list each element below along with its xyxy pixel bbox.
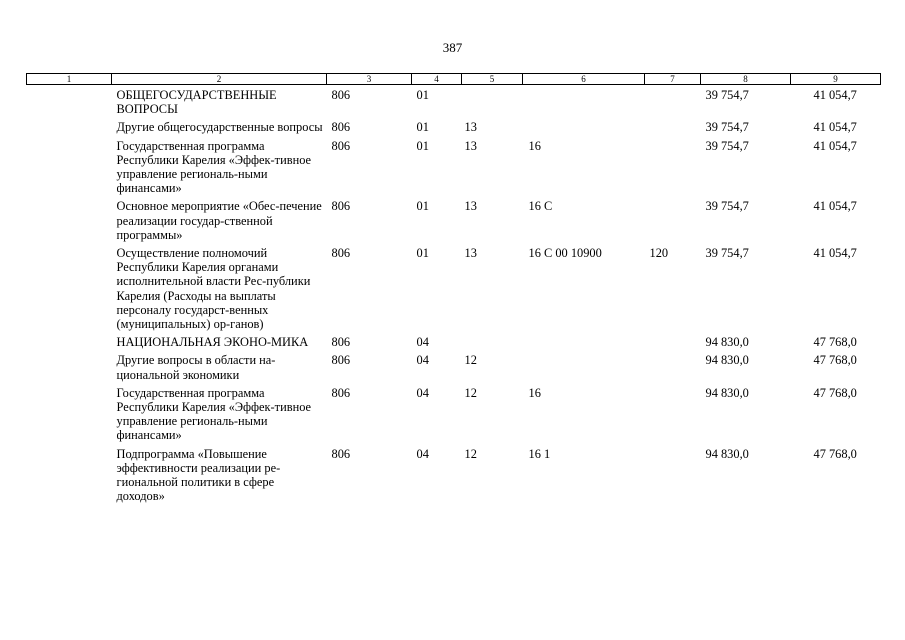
cell-empty — [27, 386, 112, 447]
cell-col8: 94 830,0 — [705, 353, 749, 368]
cell-col5: 13 — [464, 246, 477, 261]
cell-empty — [27, 335, 112, 353]
cell-col8: 39 754,7 — [705, 199, 749, 214]
cell-col3: 806 — [331, 385, 351, 400]
cell-col6 — [523, 85, 645, 121]
table-row — [27, 335, 881, 353]
cell-col7 — [645, 199, 701, 246]
cell-col9: 41 054,7 — [813, 88, 857, 102]
cell-name: Государственная программа Республики Карелия «Эффек-тивное управление региональ-ными финансами» — [116, 385, 312, 443]
cell-name: Основное мероприятие «Обес-печение реализации государ-ственной программы» — [116, 199, 322, 242]
cell-col5: 12 — [464, 446, 477, 461]
cell-col3: 806 — [331, 446, 351, 461]
cell-empty — [27, 447, 112, 508]
column-header-1: 1 — [27, 74, 112, 85]
cell-col5: 13 — [464, 138, 477, 153]
cell-col4: 01 — [416, 120, 429, 135]
budget-table — [26, 73, 881, 507]
cell-col7 — [645, 353, 701, 385]
cell-col9: 41 054,7 — [813, 138, 857, 153]
table-row — [27, 386, 881, 447]
cell-col9: 41 054,7 — [813, 246, 857, 261]
cell-col7 — [645, 85, 701, 121]
cell-name: Подпрограмма «Повышение эффективности реализации ре-гиональной политики в сфере доходов» — [116, 446, 281, 504]
cell-col4: 01 — [416, 199, 429, 214]
cell-col5: 12 — [464, 385, 477, 400]
table-row — [27, 447, 881, 508]
cell-col5: 13 — [464, 199, 477, 214]
cell-col9: 47 768,0 — [813, 353, 857, 368]
cell-col5: 12 — [464, 353, 477, 368]
cell-col3: 806 — [331, 353, 351, 368]
cell-col7 — [645, 139, 701, 200]
column-header-3: 3 — [327, 74, 412, 85]
cell-col8: 39 754,7 — [705, 88, 749, 102]
cell-empty — [27, 199, 112, 246]
cell-col3: 806 — [331, 199, 351, 214]
cell-col6: 16 С — [528, 199, 553, 214]
cell-name: Осуществление полномочий Республики Карелия органами исполнительной власти Рес-публики Карелия (Расходы на выплаты персоналу государст-венных (муниципальных) ор-ганов) — [116, 246, 311, 332]
cell-name: Другие общегосударственные вопросы — [116, 120, 323, 135]
column-header-7: 7 — [645, 74, 701, 85]
cell-col4: 04 — [416, 353, 429, 368]
cell-col7 — [645, 447, 701, 508]
table-row — [27, 246, 881, 335]
cell-col3: 806 — [331, 335, 351, 350]
column-header-6: 6 — [523, 74, 645, 85]
cell-col8: 39 754,7 — [705, 246, 749, 261]
cell-col6: 16 — [528, 385, 541, 400]
cell-col5: 13 — [464, 120, 477, 135]
table-row — [27, 120, 881, 138]
cell-col7 — [645, 120, 701, 138]
cell-col4: 04 — [416, 446, 429, 461]
cell-col7 — [645, 335, 701, 353]
table-row — [27, 199, 881, 246]
cell-empty — [27, 85, 112, 121]
page-number: 387 — [442, 40, 463, 55]
table-row — [27, 85, 881, 121]
cell-col3: 806 — [331, 246, 351, 261]
column-header-5: 5 — [462, 74, 523, 85]
cell-name: НАЦИОНАЛЬНАЯ ЭКОНО-МИКА — [116, 335, 309, 350]
cell-col4: 04 — [416, 335, 429, 350]
cell-col3: 806 — [331, 88, 351, 102]
cell-col8: 94 830,0 — [705, 385, 749, 400]
cell-col4: 04 — [416, 385, 429, 400]
cell-col4: 01 — [416, 138, 429, 153]
cell-col8: 94 830,0 — [705, 446, 749, 461]
cell-col6 — [523, 335, 645, 353]
cell-col9: 41 054,7 — [813, 199, 857, 214]
cell-col9: 47 768,0 — [813, 385, 857, 400]
cell-name: ОБЩЕГОСУДАРСТВЕННЫЕ ВОПРОСЫ — [116, 88, 277, 117]
cell-col6 — [523, 120, 645, 138]
cell-col4: 01 — [416, 246, 429, 261]
cell-empty — [27, 120, 112, 138]
table-header-row — [27, 74, 881, 85]
cell-col6: 16 — [528, 138, 541, 153]
cell-empty — [27, 246, 112, 335]
cell-col9: 47 768,0 — [813, 446, 857, 461]
cell-col5 — [462, 85, 523, 121]
cell-col4: 01 — [416, 88, 429, 102]
cell-name: Государственная программа Республики Карелия «Эффек-тивное управление региональ-ными финансами» — [116, 138, 312, 196]
column-header-2: 2 — [112, 74, 327, 85]
column-header-8: 8 — [701, 74, 791, 85]
cell-col8: 39 754,7 — [705, 120, 749, 135]
cell-col6 — [523, 353, 645, 385]
cell-col3: 806 — [331, 138, 351, 153]
cell-col7 — [645, 386, 701, 447]
cell-col9: 47 768,0 — [813, 335, 857, 350]
cell-col6: 16 1 — [528, 446, 551, 461]
cell-col8: 39 754,7 — [705, 138, 749, 153]
cell-empty — [27, 353, 112, 385]
cell-col5 — [462, 335, 523, 353]
cell-name: Другие вопросы в области на-циональной экономики — [116, 353, 276, 382]
cell-col8: 94 830,0 — [705, 335, 749, 350]
cell-col6: 16 С 00 10900 — [528, 246, 602, 261]
column-header-9: 9 — [791, 74, 881, 85]
cell-col3: 806 — [331, 120, 351, 135]
cell-empty — [27, 139, 112, 200]
table-row — [27, 139, 881, 200]
column-header-4: 4 — [412, 74, 462, 85]
cell-col7: 120 — [649, 246, 669, 261]
table-row — [27, 353, 881, 385]
cell-col9: 41 054,7 — [813, 120, 857, 135]
